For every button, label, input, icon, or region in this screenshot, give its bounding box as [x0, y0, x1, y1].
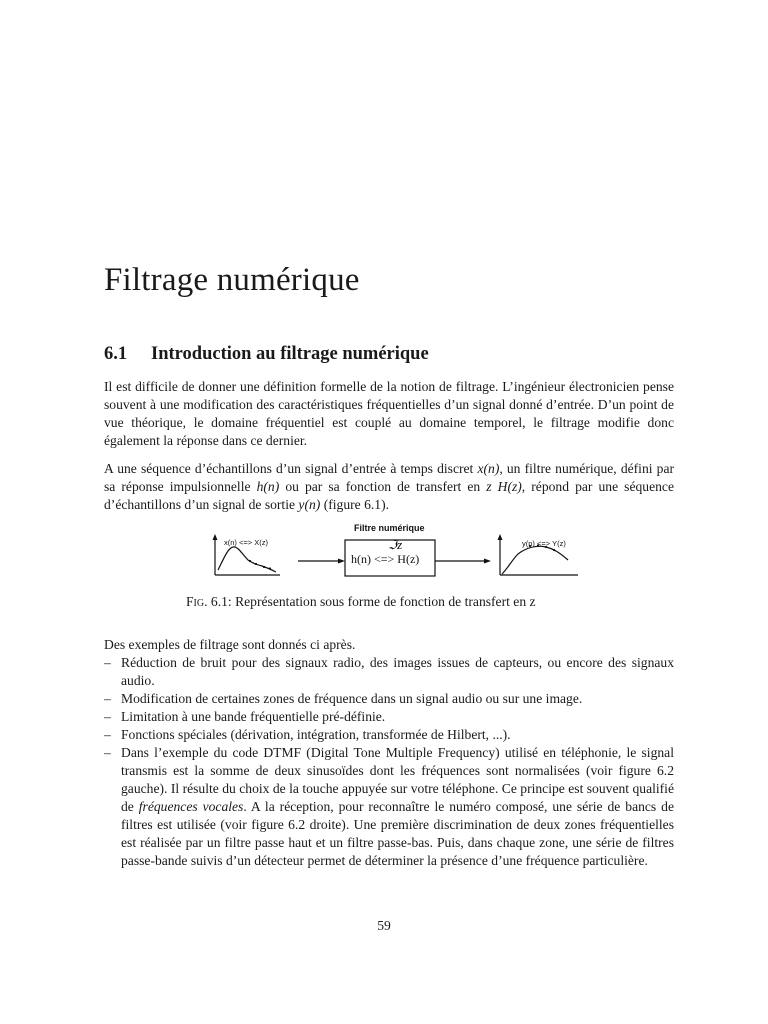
math-x-n: x(n)	[477, 461, 500, 476]
emphasis-text: fréquences vocales	[138, 799, 244, 814]
section-title: Introduction au filtrage numérique	[151, 344, 429, 364]
section-heading	[104, 344, 429, 365]
page-number: 59	[377, 918, 391, 933]
paragraph-definition	[104, 460, 674, 514]
chapter-title: Filtrage numérique	[104, 262, 360, 298]
paragraph-examples-intro: Des exemples de filtrage sont donnés ci après.	[104, 637, 356, 652]
list-item: – Limitation à une bande fréquentielle pré-définie.	[104, 708, 674, 726]
filter-box-label: h(n) <=> H(z)	[351, 552, 420, 566]
z-transform-symbol: ℑz	[388, 537, 403, 552]
caption-prefix: Fig. 6.1:	[186, 594, 232, 609]
text-run: ou par sa fonction de transfert en	[279, 479, 487, 494]
text-run: (figure 6.1).	[320, 497, 390, 512]
input-signal-label: x(n) <=> X(z)	[224, 538, 268, 547]
math-h-n: h(n)	[256, 479, 280, 494]
text-run: , répond par une séquence d’échantillons d’un signal de sortie	[104, 479, 674, 512]
math-h-z: z H(z)	[486, 479, 522, 494]
input-signal-curve	[218, 547, 276, 572]
list-item	[104, 744, 674, 870]
output-signal-label: y(n) <=> Y(z)	[522, 539, 566, 548]
input-axis-arrow	[213, 534, 218, 540]
list-item: – Modification de certaines zones de fréquence dans un signal audio ou sur une image.	[104, 690, 674, 708]
text-run: , un filtre numérique, défini par sa réponse impulsionnelle	[104, 461, 675, 494]
list-item: – Réduction de bruit pour des signaux radio, des images issues de capteurs, ou encore des signaux audio.	[104, 654, 674, 690]
examples-list	[104, 654, 674, 870]
text-run: A une séquence d’échantillons d’un signal d’entrée à temps discret	[104, 461, 478, 476]
caption-text: Représentation sous forme de fonction de transfert en z	[231, 594, 536, 609]
figure-transfer-function	[200, 520, 590, 590]
text-run: Dans l’exemple du code DTMF (Digital Tone Multiple Frequency) utilisé en téléphonie, le signal transmis est la somme de deux sinusoïdes dont les fréquences sont normalisées (voir figure 6.2 gauche). Il résulte du choix de la touche appuyée sur votre téléphone. Ce principe est souvent qualifié de	[121, 745, 674, 814]
figure-title: Filtre numérique	[354, 523, 425, 533]
arrow-from-filter-head	[484, 559, 491, 564]
list-item: – Fonctions spéciales (dérivation, intégration, transformée de Hilbert, ...).	[104, 726, 674, 744]
arrow-to-filter-head	[338, 559, 345, 564]
output-axis-arrow	[498, 534, 503, 540]
output-signal-curve	[502, 546, 568, 574]
paragraph-intro: Il est difficile de donner une définition formelle de la notion de filtrage. L’ingénieur électronicien pense souvent à une modification des caractéristiques fréquentielles d’un signal donné d’entrée. D’un point de vue théorique, le domaine fréquentiel est couplé au domaine temporel, le filtrage modifie donc également la réponse dans ce dernier.	[104, 379, 674, 448]
section-number: 6.1	[104, 344, 128, 364]
figure-caption	[186, 594, 536, 610]
math-y-n: y(n)	[298, 497, 321, 512]
text-run: . A la réception, pour reconnaître le numéro composé, une série de bancs de filtres est utilisée (voir figure 6.2 droite). Une première discrimination de deux zones fréquentielles est réalisée par un filtre passe haut et un filtre passe-bas. Puis, dans chaque zone, une série de filtres passe-bande suivis d’un détecteur permet de déterminer la présence d’une fréquence particulière.	[121, 799, 674, 868]
